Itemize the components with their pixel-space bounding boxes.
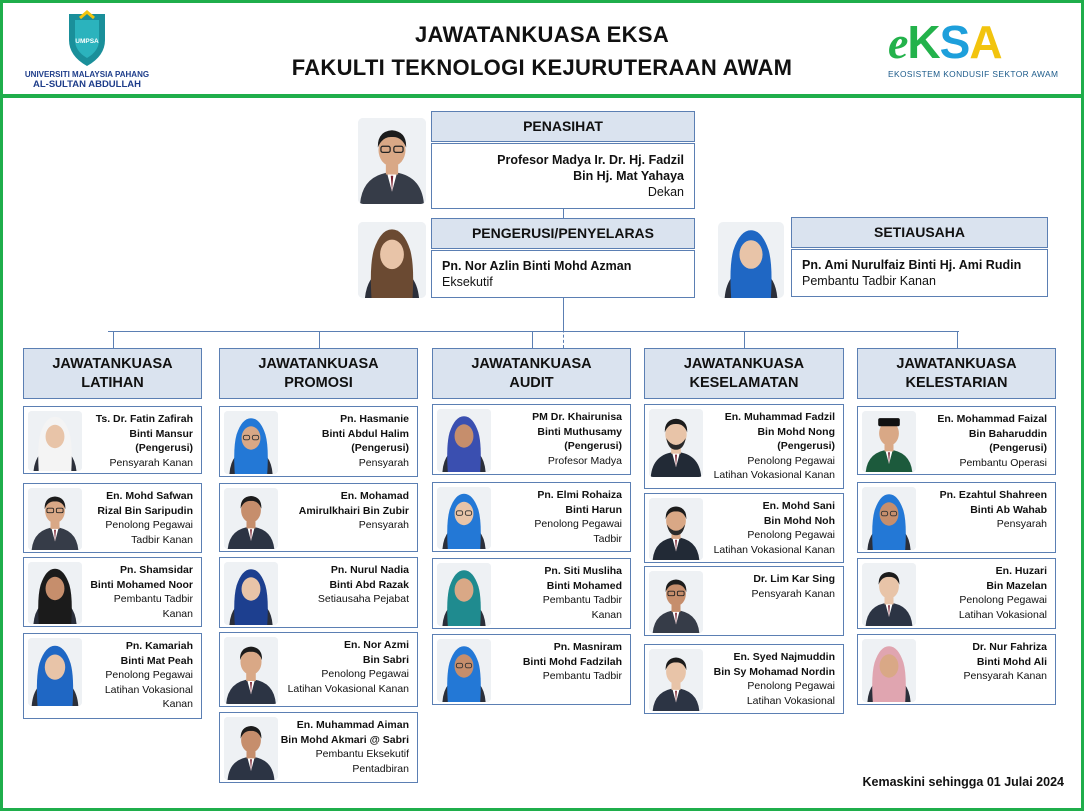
member-photo	[224, 717, 278, 780]
member-role: Pembantu Operasi	[959, 456, 1047, 469]
member-role: Pembantu Tadbir Kanan	[113, 593, 193, 620]
member-role: Penolong Pegawai Latihan Vokasional	[958, 594, 1047, 621]
connector-line	[532, 331, 533, 348]
committee-heading: JAWATANKUASA KELESTARIAN	[857, 348, 1056, 399]
page-subtitle: FAKULTI TEKNOLOGI KEJURUTERAAN AWAM	[291, 55, 793, 80]
update-date: Kemaskini sehingga 01 Julai 2024	[862, 775, 1064, 789]
member-name: Pn. Masniram Binti Mohd Fadzilah	[522, 641, 622, 668]
member-details	[915, 640, 1047, 684]
member-role: Pensyarah	[358, 519, 409, 532]
member-photo	[862, 411, 916, 472]
setiausaha-heading: SETIAUSAHA	[791, 217, 1048, 248]
member-details	[277, 718, 409, 776]
member-role: Penolong Pegawai Tadbir	[534, 518, 622, 545]
member-photo	[649, 409, 703, 477]
member-photo	[649, 498, 703, 560]
member-name: En. Muhammad Aiman Bin Mohd Akmari @ Sabri	[280, 719, 409, 746]
member-card	[432, 482, 631, 552]
committee-heading: JAWATANKUASA LATIHAN	[23, 348, 202, 399]
eksa-logo	[888, 18, 1063, 86]
member-details	[703, 572, 835, 601]
member-photo	[862, 487, 916, 550]
member-card	[432, 634, 631, 705]
member-card	[644, 404, 844, 489]
member-role: Penolong Pegawai Tadbir Kanan	[105, 519, 193, 546]
member-role: Pembantu Tadbir Kanan	[542, 594, 622, 621]
member-name: Ts. Dr. Fatin Zafirah Binti Mansur (Pengerusi)	[95, 413, 193, 455]
penasihat-heading: PENASIHAT	[431, 111, 695, 142]
member-details	[703, 650, 835, 708]
penasihat-name: Profesor Madya Ir. Dr. Hj. Fadzil Bin Hj. Mat Yahaya	[497, 153, 684, 183]
member-card	[857, 406, 1056, 475]
member-name: En. Mohd Safwan Rizal Bin Saripudin	[97, 490, 193, 517]
member-name: En. Mohd Sani Bin Mohd Noh	[762, 500, 835, 527]
pengerusi-role: Eksekutif	[442, 275, 493, 289]
committee-heading: JAWATANKUASA PROMOSI	[219, 348, 418, 399]
member-name: Dr. Nur Fahriza Binti Mohd Ali	[972, 641, 1047, 668]
page-title: JAWATANKUASA EKSA	[414, 22, 670, 47]
member-name: Pn. Kamariah Binti Mat Peah	[120, 640, 193, 667]
member-card	[432, 558, 631, 629]
emblem-text: UMPSA	[75, 38, 99, 45]
member-details	[61, 489, 193, 547]
connector-line	[744, 331, 745, 348]
member-role: Penolong Pegawai Latihan Vokasional Kanan	[713, 454, 835, 482]
connector-line	[319, 331, 320, 348]
member-name: En. Mohammad Faizal Bin Baharuddin (Pengerusi)	[937, 413, 1047, 455]
member-name: En. Mohamad Amirulkhairi Bin Zubir	[298, 490, 409, 517]
member-details	[915, 412, 1047, 470]
member-details	[915, 564, 1047, 622]
member-role: Penolong Pegawai Latihan Vokasional Kanan	[104, 669, 193, 711]
member-name: Pn. Siti Musliha Binti Mohamed	[544, 565, 622, 592]
member-role: Pensyarah Kanan	[751, 587, 835, 600]
member-card	[644, 566, 844, 636]
member-card	[644, 493, 844, 563]
member-role: Penolong Pegawai Latihan Vokasional Kanan	[287, 668, 409, 695]
connector-line	[113, 331, 114, 348]
member-role: Setiausaha Pejabat	[317, 593, 409, 606]
member-card	[857, 634, 1056, 705]
member-details	[61, 639, 193, 712]
member-details	[703, 410, 835, 483]
member-name: Pn. Shamsidar Binti Mohamed Noor	[90, 564, 193, 591]
member-card	[23, 406, 202, 474]
member-name: En. Muhammad Fadzil Bin Mohd Nong (Pengerusi)	[724, 411, 835, 453]
member-photo	[224, 637, 278, 704]
member-card	[219, 483, 418, 552]
setiausaha-name: Pn. Ami Nurulfaiz Binti Hj. Ami Rudin	[802, 258, 1022, 272]
member-name: PM Dr. Khairunisa Binti Muthusamy (Pengerusi)	[532, 411, 622, 453]
committee-heading: JAWATANKUASA AUDIT	[432, 348, 631, 399]
member-name: Pn. Elmi Rohaiza Binti Harun	[537, 489, 622, 516]
member-role: Penolong Pegawai Latihan Vokasional Kanan	[713, 529, 835, 556]
member-name: En. Huzari Bin Mazelan	[986, 565, 1047, 592]
member-card	[219, 712, 418, 783]
member-details	[703, 499, 835, 557]
penasihat-photo	[358, 118, 426, 204]
connector-line	[108, 331, 959, 332]
member-photo	[224, 562, 278, 625]
member-photo	[649, 649, 703, 711]
member-details	[490, 488, 622, 546]
member-card	[219, 406, 418, 477]
member-photo	[649, 571, 703, 633]
member-details	[277, 412, 409, 470]
university-name-line2: AL-SULTAN ABDULLAH	[33, 79, 141, 90]
pengerusi-heading: PENGERUSI/PENYELARAS	[431, 218, 695, 249]
member-card	[857, 558, 1056, 629]
member-role: Pembantu Tadbir	[542, 670, 622, 683]
member-role: Pembantu Eksekutif Pentadbiran	[315, 748, 409, 775]
member-name: Dr. Lim Kar Sing	[753, 573, 835, 585]
member-details	[277, 638, 409, 696]
member-card	[857, 482, 1056, 553]
member-name: Pn. Hasmanie Binti Abdul Halim (Pengerusi)	[321, 413, 409, 455]
member-photo	[437, 409, 491, 472]
pengerusi-info	[431, 250, 695, 298]
member-card	[219, 557, 418, 628]
member-card	[432, 404, 631, 475]
member-details	[490, 410, 622, 468]
connector-line	[563, 209, 564, 218]
member-photo	[224, 411, 278, 474]
member-role: Profesor Madya	[547, 454, 622, 467]
member-card	[23, 633, 202, 719]
member-photo	[862, 639, 916, 702]
member-photo	[437, 487, 491, 549]
member-name: En. Nor Azmi Bin Sabri	[344, 639, 409, 666]
setiausaha-info	[791, 249, 1048, 297]
committee-heading: JAWATANKUASA KESELAMATAN	[644, 348, 844, 399]
member-photo	[862, 563, 916, 626]
member-photo	[437, 563, 491, 626]
member-role: Pensyarah Kanan	[963, 670, 1047, 683]
member-role: Pensyarah Kanan	[109, 456, 193, 469]
eksa-wordmark: eKSA	[888, 16, 1002, 68]
member-card	[23, 483, 202, 553]
member-details	[277, 563, 409, 607]
member-details	[490, 640, 622, 684]
member-name: Pn. Ezahtul Shahreen Binti Ab Wahab	[939, 489, 1047, 516]
member-details	[61, 412, 193, 470]
eksa-tagline: EKOSISTEM KONDUSIF SEKTOR AWAM	[888, 69, 1059, 79]
setiausaha-photo	[718, 222, 784, 298]
setiausaha-role: Pembantu Tadbir Kanan	[802, 274, 936, 288]
member-card	[644, 644, 844, 714]
member-name: En. Syed Najmuddin Bin Sy Mohamad Nordin	[713, 651, 835, 678]
member-name: Pn. Nurul Nadia Binti Abd Razak	[329, 564, 409, 591]
member-photo	[224, 488, 278, 549]
penasihat-info	[431, 143, 695, 209]
connector-line	[957, 331, 958, 348]
university-name-line1: UNIVERSITI MALAYSIA PAHANG	[24, 70, 150, 79]
member-role: Penolong Pegawai Latihan Vokasional	[746, 680, 835, 707]
member-details	[277, 489, 409, 533]
penasihat-role: Dekan	[647, 185, 684, 199]
member-role: Pensyarah	[358, 456, 409, 469]
member-photo	[437, 639, 491, 702]
member-card	[219, 632, 418, 707]
pengerusi-photo	[358, 222, 426, 298]
member-details	[915, 488, 1047, 532]
member-details	[61, 563, 193, 621]
member-role: Pensyarah	[996, 518, 1047, 531]
pengerusi-name: Pn. Nor Azlin Binti Mohd Azman	[442, 259, 632, 273]
header-divider	[3, 94, 1081, 98]
member-card	[23, 557, 202, 627]
member-details	[490, 564, 622, 622]
